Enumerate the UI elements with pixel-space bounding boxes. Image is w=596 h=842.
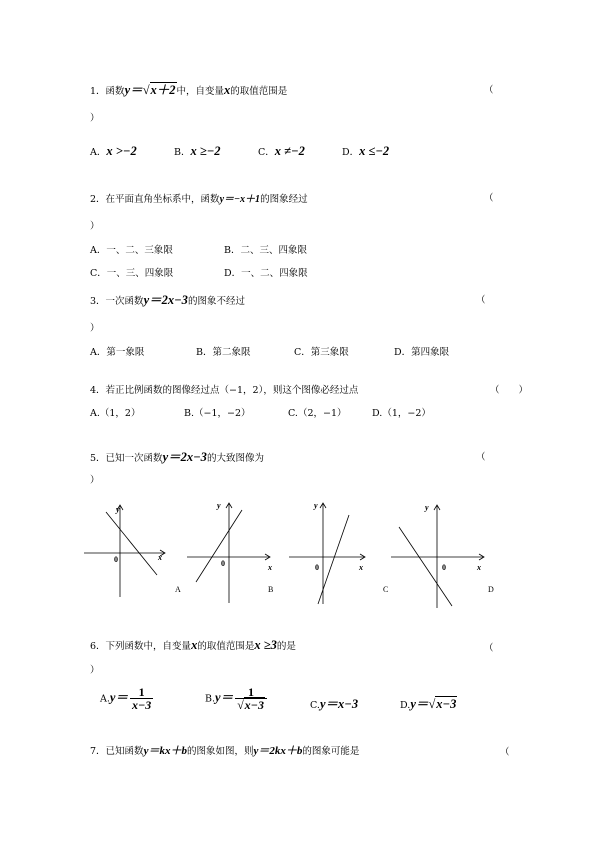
q5-graph-c-letter: C — [383, 585, 389, 594]
q1-option-b[interactable]: B．x ≥−2 — [174, 144, 221, 158]
q3-stem: 3．一次函数y＝2x−3的图象不经过 — [90, 293, 245, 307]
q1-formula-lhs: y＝ — [124, 83, 143, 97]
q5-graph-a-x-label: x — [158, 553, 162, 562]
q6-option-d-root-symbol: √ — [428, 697, 436, 711]
q2-paren-close: ） — [90, 221, 100, 232]
q4-stem: 4．若正比例函数的图像经过点（−1，2），则这个图像必经过点 — [90, 385, 359, 396]
q5-graph-b-line — [196, 510, 242, 582]
q7-stem: 7．已知函数y＝kx＋b的图象如图，则y＝2kx＋b的图象可能是 — [90, 745, 360, 757]
q5-graph-b-origin: 0 — [221, 559, 225, 568]
q5-graph-a-origin: 0 — [114, 555, 118, 564]
q5-graph-a-letter: A — [175, 585, 181, 594]
q1-stem: 1．函数y＝√x＋2中，自变量x的取值范围是 — [90, 83, 288, 97]
q2-paren-open: （ — [484, 193, 494, 204]
q5-graph-a[interactable] — [84, 505, 165, 597]
q6-stem: 6．下列函数中，自变量x的取值范围是x ≥3的是 — [90, 638, 296, 652]
q5-graph-d-letter: D — [488, 585, 494, 594]
q5-graph-b-letter: B — [268, 585, 274, 594]
q5-graph-a-y-label: y — [116, 505, 120, 514]
q3-option-c[interactable]: C．第三象限 — [294, 347, 349, 358]
q7-paren-open: （ — [500, 747, 510, 758]
q4-paren: （ ） — [490, 385, 529, 396]
q1-option-c[interactable]: C．x ≠−2 — [258, 144, 305, 158]
q5-graph-d-x-label: x — [477, 563, 481, 572]
q1-option-d[interactable]: D．x ≤−2 — [342, 144, 390, 158]
q5-graph-b[interactable] — [187, 503, 270, 603]
q5-graph-d-origin: 0 — [442, 563, 446, 572]
q1-paren-open: （ — [484, 85, 494, 96]
q6-option-b-root-symbol: √ — [237, 698, 244, 712]
q5-graph-c[interactable] — [289, 503, 365, 604]
q1-root-symbol: √ — [142, 83, 150, 97]
q5-paren-close: ） — [90, 475, 100, 486]
q3-option-d[interactable]: D．第四象限 — [394, 347, 450, 358]
q6-paren-open: （ — [484, 643, 494, 654]
q2-option-a[interactable]: A．一、二、三象限 — [90, 245, 173, 256]
q3-option-b[interactable]: B．第二象限 — [196, 347, 251, 358]
q2-option-d[interactable]: D．一、二、四象限 — [224, 268, 308, 279]
q2-option-b[interactable]: B．二、三、四象限 — [224, 245, 307, 256]
q4-option-b[interactable]: B.（−1，−2） — [184, 408, 251, 419]
q3-option-a[interactable]: A．第一象限 — [90, 347, 145, 358]
q4-option-a[interactable]: A.（1，2） — [90, 408, 141, 419]
q6-option-d[interactable]: D.y＝√x−3 — [400, 697, 457, 711]
q5-paren-open: （ — [476, 452, 486, 463]
q5-graph-d[interactable] — [391, 505, 484, 608]
q2-formula: y＝−x＋1 — [219, 194, 261, 205]
q6-paren-close: ） — [90, 665, 100, 676]
q4-option-d[interactable]: D.（1，−2） — [372, 408, 431, 419]
q6-option-a[interactable]: A.y＝ $\frac{1}{x-3}$ — [100, 685, 152, 712]
q1-paren-close: ） — [90, 113, 100, 124]
q5-graph-c-x-label: x — [359, 563, 363, 572]
q6-option-a-fraction: $\frac{1}{x-3}$ — [131, 685, 152, 712]
q6-condition: x ≥3 — [254, 638, 277, 652]
q2-stem: 2．在平面直角坐标系中，函数y＝−x＋1的图象经过 — [90, 194, 308, 205]
q5-graph-a-line — [106, 512, 157, 575]
q3-paren-close: ） — [90, 323, 100, 334]
q5-graph-b-x-label: x — [268, 563, 272, 572]
q5-formula: y＝2x−3 — [162, 450, 207, 464]
q2-option-c[interactable]: C．一、三、四象限 — [90, 268, 174, 279]
q5-graph-c-y-label: y — [314, 501, 318, 510]
q5-stem: 5．已知一次函数y＝2x−3的大致图像为 — [90, 450, 264, 464]
q4-option-c[interactable]: C.（2，−1） — [288, 408, 347, 419]
q6-option-c[interactable]: C.y＝x−3 — [310, 697, 359, 711]
q3-formula: y＝2x−3 — [143, 293, 188, 307]
q5-graph-c-origin: 0 — [315, 563, 319, 572]
q6-option-b[interactable]: B.y＝ $\frac{1}{√x-3}$ — [205, 686, 269, 712]
q3-paren-open: （ — [476, 295, 486, 306]
q1-formula-root: x＋2 — [150, 83, 176, 97]
q1-option-a[interactable]: A．x >−2 — [90, 144, 137, 158]
q5-graph-b-y-label: y — [217, 501, 221, 510]
q7-formula-2: y＝2kx＋b — [253, 745, 303, 757]
q7-formula-1: y＝kx＋b — [143, 745, 187, 757]
q5-graph-d-y-label: y — [425, 503, 429, 512]
q6-option-b-fraction: $\frac{1}{√x-3}$ — [235, 686, 267, 712]
